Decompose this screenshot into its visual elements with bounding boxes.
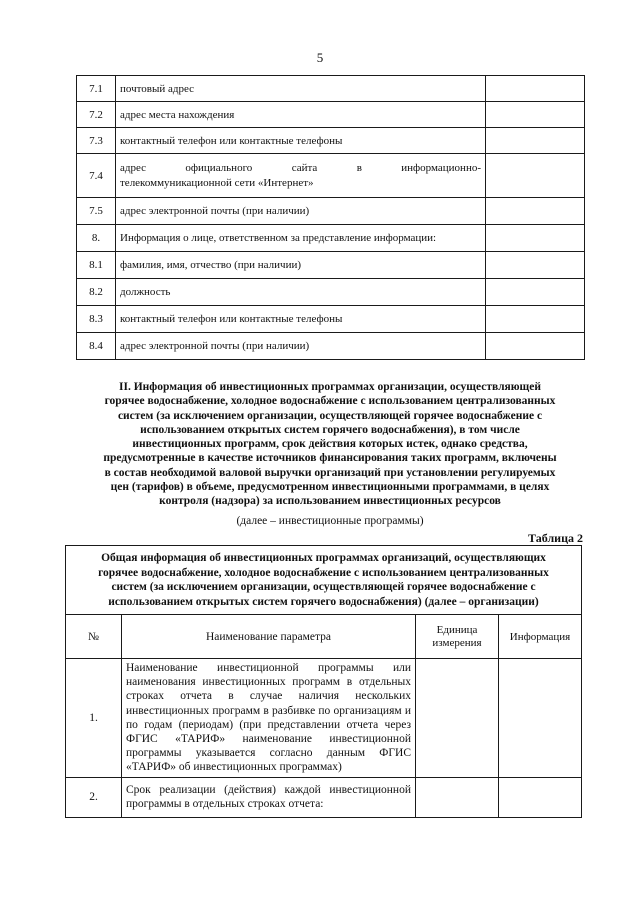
table-row <box>77 333 585 360</box>
row-value <box>486 154 585 198</box>
table-caption <box>66 546 582 615</box>
row-label: должность <box>116 279 486 306</box>
page-number: 5 <box>316 50 324 65</box>
row-value <box>486 333 585 360</box>
row-number: 8.4 <box>77 333 116 360</box>
table-row <box>66 777 582 817</box>
row-value <box>486 252 585 279</box>
table-row <box>77 225 585 252</box>
investment-programs-table <box>65 545 582 818</box>
row-number: 7.1 <box>77 76 116 102</box>
table-caption-line: систем (за исключением организации, осуществляющей горячее водоснабжение с <box>111 581 536 593</box>
table-row <box>77 306 585 333</box>
row-label: адрес электронной почты (при наличии) <box>116 333 486 360</box>
table-row <box>77 128 585 154</box>
row-label-line1: адрес официального сайта в информационно- <box>120 161 481 174</box>
table-caption-line: горячее водоснабжение, холодное водоснабжение с использованием централизованных <box>98 566 549 579</box>
header-unit <box>416 615 499 659</box>
header-number: № <box>66 615 122 659</box>
table-caption-line: Общая информация об инвестиционных программах организаций, осуществляющих <box>101 552 546 564</box>
row-label: почтовый адрес <box>116 76 486 102</box>
row-value <box>486 198 585 225</box>
row-information <box>499 659 582 778</box>
row-parameter-text: Наименование инвестиционной программы или наименования инвестиционных программ в отдельных строках отчета в случае наличия нескольких инвестиционных программ в разбивке по организациям и по годам (периодам) (при представлении отчета через ФГИС «ТАРИФ» наименование инвестиционной программы указывается согласно данным ФГИС «ТАРИФ» об инвестиционных программах) <box>122 659 416 778</box>
row-label: контактный телефон или контактные телефоны <box>116 306 486 333</box>
table-row <box>77 198 585 225</box>
table-row <box>77 154 585 198</box>
header-unit-line2: измерения <box>432 636 482 649</box>
header-unit-line1: Единица <box>436 623 478 636</box>
row-number: 7.5 <box>77 198 116 225</box>
row-number: 1. <box>66 659 122 778</box>
row-number: 8.3 <box>77 306 116 333</box>
table-row <box>77 252 585 279</box>
section-heading-line: систем (за исключением организации, осуществляющей горячее водоснабжение с <box>117 409 543 422</box>
row-parameter-text: Срок реализации (действия) каждой инвестиционной программы в отдельных строках отчета: <box>122 777 416 817</box>
row-value <box>486 225 585 252</box>
row-value <box>486 76 585 102</box>
section-heading-line: предусмотренные в качестве источников финансирования таких программ, включены <box>103 452 557 465</box>
row-value <box>486 128 585 154</box>
row-number: 2. <box>66 777 122 817</box>
row-number: 8.2 <box>77 279 116 306</box>
row-value <box>486 306 585 333</box>
section-heading-line: II. Информация об инвестиционных программах организации, осуществляющей <box>119 381 541 393</box>
table-row <box>66 659 582 778</box>
row-number: 8. <box>77 225 116 252</box>
header-information: Информация <box>499 615 582 659</box>
row-unit <box>416 659 499 778</box>
row-value <box>486 279 585 306</box>
row-information <box>499 777 582 817</box>
table-label: Таблица 2 <box>528 531 583 545</box>
row-label: фамилия, имя, отчество (при наличии) <box>116 252 486 279</box>
table-row <box>77 102 585 128</box>
table-row <box>77 279 585 306</box>
section-heading-line: цен (тарифов) в объеме, предусмотренном инвестиционными программами, в целях <box>110 481 550 494</box>
contact-info-table <box>76 75 585 360</box>
row-unit <box>416 777 499 817</box>
header-parameter-name: Наименование параметра <box>122 615 416 659</box>
row-value <box>486 102 585 128</box>
row-label <box>116 154 486 198</box>
table-row <box>77 76 585 102</box>
section-heading-line: контроля (надзора) за использованием инвестиционных ресурсов <box>159 495 501 508</box>
section-heading-line: использованием открытых систем горячего водоснабжения), в том числе <box>140 423 520 436</box>
section-subheading: (далее – инвестиционные программы) <box>236 515 424 527</box>
row-label: контактный телефон или контактные телефоны <box>116 128 486 154</box>
table-caption-line: использованием открытых систем горячего водоснабжения) (далее – организации) <box>108 595 539 608</box>
table-caption-row <box>66 546 582 615</box>
section-heading <box>62 380 598 509</box>
section-heading-line: инвестиционных программ, срок действия которых истек, однако средства, <box>132 438 528 451</box>
row-number: 7.4 <box>77 154 116 198</box>
row-number: 7.3 <box>77 128 116 154</box>
section-heading-line: горячее водоснабжение, холодное водоснабжение с использованием централизованных <box>104 395 556 408</box>
table-header-row <box>66 615 582 659</box>
row-label: Информация о лице, ответственном за представление информации: <box>116 225 486 252</box>
row-number: 7.2 <box>77 102 116 128</box>
row-label-line2: телекоммуникационной сети «Интернет» <box>120 176 314 189</box>
row-label: адрес электронной почты (при наличии) <box>116 198 486 225</box>
section-heading-line: в состав необходимой валовой выручки организаций при установлении регулируемых <box>104 466 556 479</box>
row-label: адрес места нахождения <box>116 102 486 128</box>
row-number: 8.1 <box>77 252 116 279</box>
